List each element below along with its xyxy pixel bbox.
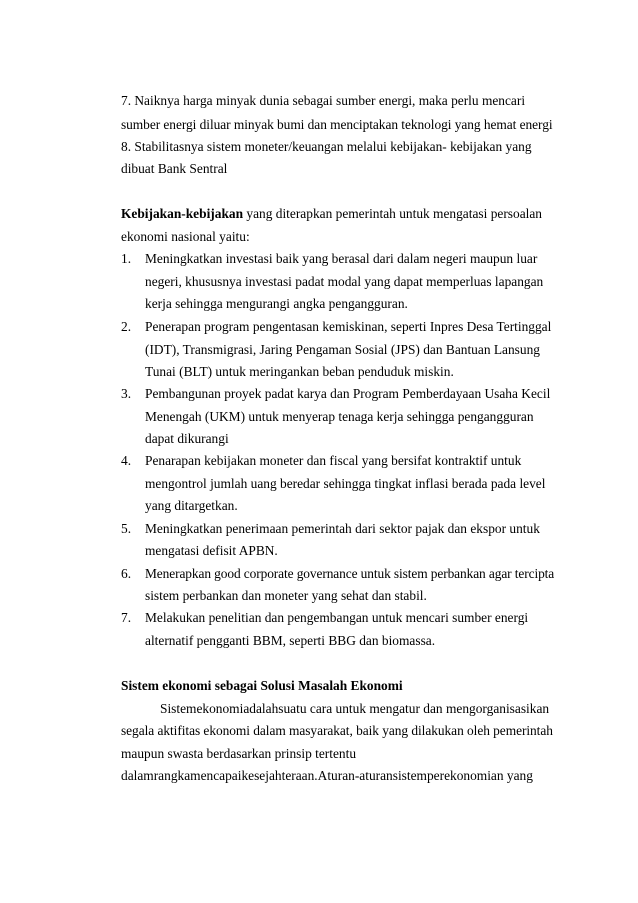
system-line-3: maupun swasta berdasarkan prinsip tertentu (121, 746, 357, 761)
list-item-line: mengontrol jumlah uang beredar sehingga tingkat inflasi berada pada level (145, 476, 546, 491)
system-line-1: Sistemekonomiadalahsuatu cara untuk mengatur dan mengorganisasikan (160, 701, 550, 716)
intro-line-4: dibuat Bank Sentral (121, 161, 228, 176)
list-item-line: (IDT), Transmigrasi, Jaring Pengaman Sosial (JPS) dan Bantuan Lansung (145, 342, 540, 357)
intro-line-1: 7. Naiknya harga minyak dunia sebagai sumber energi, maka perlu mencari (121, 93, 526, 108)
list-item-line: Menengah (UKM) untuk menyerap tenaga kerja sehingga pengangguran (145, 409, 534, 424)
list-item-line: Menerapkan good corporate governance untuk sistem perbankan agar tercipta (145, 566, 555, 581)
intro-line-3: 8. Stabilitasnya sistem moneter/keuangan melalui kebijakan- kebijakan yang (121, 139, 532, 154)
list-item-number: 1. (121, 251, 132, 266)
list-item-line: Meningkatkan investasi baik yang berasal dari dalam negeri maupun luar (145, 251, 538, 266)
list-item-number: 6. (121, 566, 132, 581)
intro-line-2: sumber energi diluar minyak bumi dan menciptakan teknologi yang hemat energi (121, 117, 553, 132)
list-item-line: Pembangunan proyek padat karya dan Program Pemberdayaan Usaha Kecil (145, 386, 551, 401)
list-item-line: Melakukan penelitian dan pengembangan untuk mencari sumber energi (145, 610, 529, 625)
system-line-2: segala aktifitas ekonomi dalam masyarakat, baik yang dilakukan oleh pemerintah (121, 723, 553, 738)
list-item-number: 5. (121, 521, 132, 536)
list-item-number: 4. (121, 453, 132, 468)
list-item-line: alternatif pengganti BBM, seperti BBG dan biomassa. (145, 633, 436, 648)
policies-heading: Kebijakan-kebijakan (121, 206, 244, 221)
list-item-line: yang ditargetkan. (145, 498, 238, 513)
policies-intro-line-2: ekonomi nasional yaitu: (121, 229, 250, 244)
list-item-line: Meningkatkan penerimaan pemerintah dari sektor pajak dan ekspor untuk (145, 521, 540, 536)
system-line-4: dalamrangkamencapaikesejahteraan.Aturan-aturansistemperekonomian yang (121, 768, 533, 783)
list-item-line: Penarapan kebijakan moneter dan fiscal yang bersifat kontraktif untuk (145, 453, 522, 468)
list-item-number: 2. (121, 319, 132, 334)
list-item-number: 3. (121, 386, 132, 401)
list-item-line: Penerapan program pengentasan kemiskinan, seperti Inpres Desa Tertinggal (145, 319, 552, 334)
list-item-line: dapat dikurangi (145, 431, 229, 446)
section-heading: Sistem ekonomi sebagai Solusi Masalah Ekonomi (121, 678, 403, 693)
list-item-line: Tunai (BLT) untuk meringankan beban penduduk miskin. (145, 364, 454, 379)
list-item-line: sistem perbankan dan moneter yang sehat dan stabil. (145, 588, 427, 603)
list-item-line: mengatasi defisit APBN. (145, 543, 278, 558)
policies-intro (121, 206, 542, 222)
list-item-line: kerja sehingga mengurangi angka pengangguran. (145, 296, 408, 311)
list-item-number: 7. (121, 610, 132, 625)
list-item-line: negeri, khususnya investasi padat modal yang dapat memperluas lapangan (145, 274, 544, 289)
policies-intro-rest: yang diterapkan pemerintah untuk mengatasi persoalan (243, 206, 543, 221)
